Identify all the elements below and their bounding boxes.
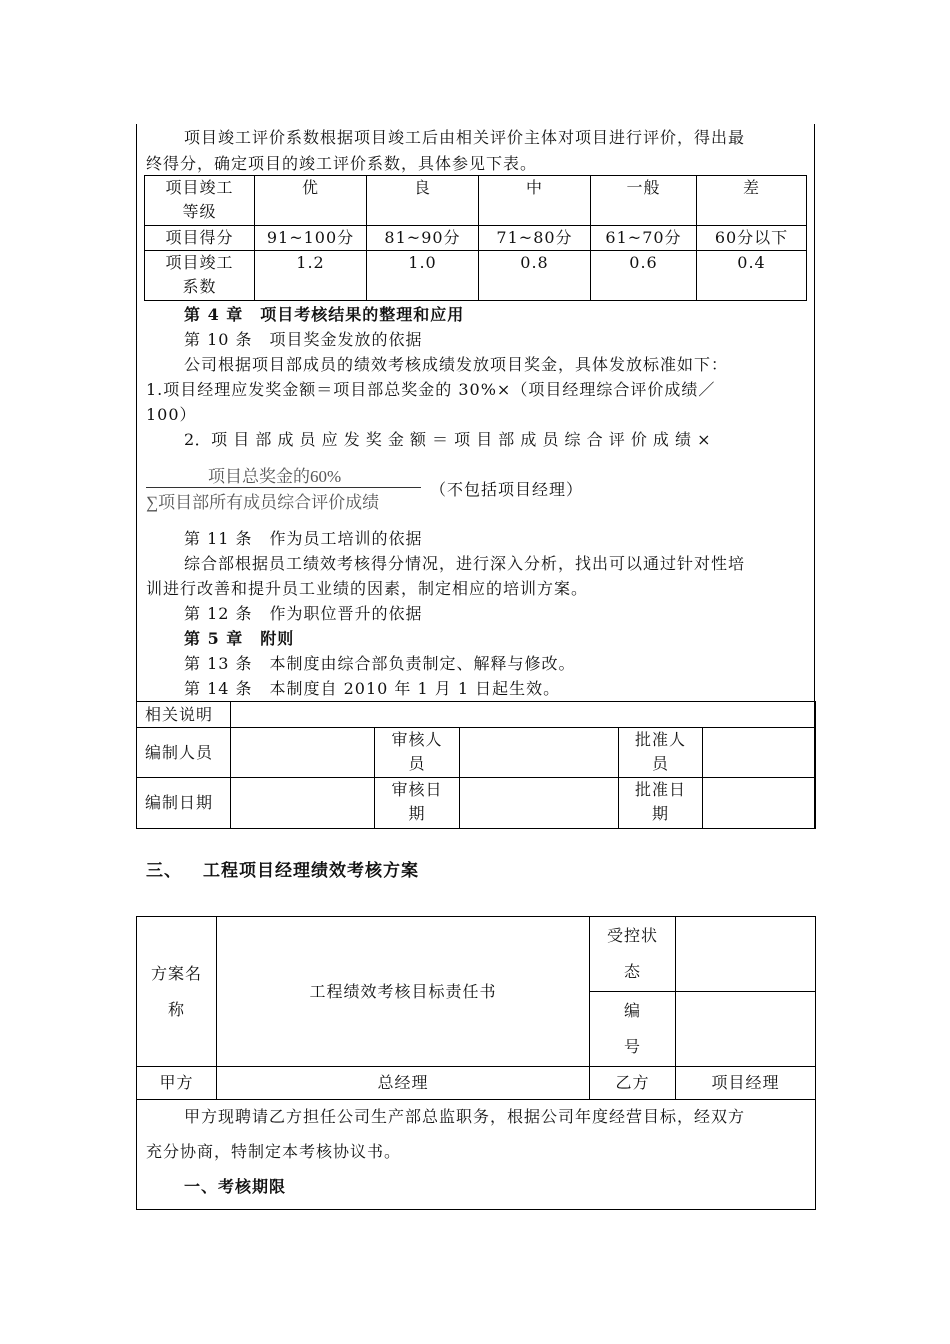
number-label: 编 号 — [590, 992, 676, 1067]
coef-cell: 0.8 — [479, 251, 591, 301]
grade-header-cell: 项目竣工 等级 — [145, 176, 255, 226]
party-a-value: 总经理 — [217, 1067, 590, 1100]
approve-date-label: 批准日 期 — [619, 778, 703, 829]
approver-label: 批准人 员 — [619, 728, 703, 778]
intro-line-1: 项目竣工评价系数根据项目竣工后由相关评价主体对项目进行评价，得出最 — [184, 128, 746, 147]
section-3-title: 工程项目经理绩效考核方案 — [203, 861, 419, 881]
review-date-value — [460, 778, 619, 829]
score-cell: 91~100分 — [255, 226, 367, 251]
personnel-row — [137, 728, 816, 778]
grade-table-coef-row — [145, 251, 807, 301]
section-3-number: 三、 — [146, 861, 182, 881]
plan-subheading-term: 一、考核期限 — [184, 1177, 287, 1196]
grade-table-header-row — [145, 176, 807, 226]
plan-name-row — [137, 917, 816, 992]
bonus-item-1: 1.项目经理应发奖金额＝项目部总奖金的 30%×（项目经理综合评价成绩／ — [146, 380, 716, 399]
related-value — [231, 702, 816, 728]
score-label-cell: 项目得分 — [145, 226, 255, 251]
chapter-4-title: 第 4 章 项目考核结果的整理和应用 — [184, 305, 465, 324]
plan-body-line-1: 甲方现聘请乙方担任公司生产部总监职务，根据公司年度经营目标，经双方 — [184, 1107, 746, 1126]
grade-header-cell: 差 — [697, 176, 807, 226]
training-paragraph-cont: 训进行改善和提升员工业绩的因素，制定相应的培训方案。 — [146, 579, 589, 598]
article-12: 第 12 条 作为职位晋升的依据 — [184, 604, 423, 623]
related-label: 相关说明 — [137, 702, 231, 728]
edit-date-value — [231, 778, 375, 829]
score-cell: 60分以下 — [697, 226, 807, 251]
bonus-item-2: 2．项 目 部 成 员 应 发 奖 金 额 ＝ 项 目 部 成 员 综 合 评 价 成 绩 × — [184, 430, 711, 449]
date-row — [137, 778, 816, 829]
approve-date-value — [703, 778, 816, 829]
grade-header-cell: 中 — [479, 176, 591, 226]
coef-cell: 1.0 — [367, 251, 479, 301]
plan-name-value: 工程绩效考核目标责任书 — [217, 917, 590, 1067]
party-b-value: 项目经理 — [676, 1067, 816, 1100]
approver-value — [703, 728, 816, 778]
article-11: 第 11 条 作为员工培训的依据 — [184, 529, 423, 548]
grade-header-cell: 良 — [367, 176, 479, 226]
editor-label: 编制人员 — [137, 728, 231, 778]
bonus-paragraph: 公司根据项目部成员的绩效考核成绩发放项目奖金，具体发放标准如下： — [184, 355, 729, 374]
score-cell: 71~80分 — [479, 226, 591, 251]
article-14: 第 14 条 本制度自 2010 年 1 月 1 日起生效。 — [184, 679, 561, 698]
grade-header-cell: 一般 — [591, 176, 697, 226]
related-row — [137, 702, 816, 728]
party-b-label: 乙方 — [590, 1067, 676, 1100]
reviewer-label: 审核人 员 — [375, 728, 460, 778]
score-cell: 81~90分 — [367, 226, 479, 251]
formula-numerator: 项目总奖金的60% — [208, 467, 342, 486]
chapter-5-title: 第 5 章 附则 — [184, 629, 295, 648]
training-paragraph: 综合部根据员工绩效考核得分情况，进行深入分析，找出可以通过针对性培 — [184, 554, 746, 573]
bonus-item-1-cont: 100） — [146, 405, 197, 424]
grade-header-cell: 优 — [255, 176, 367, 226]
edit-date-label: 编制日期 — [137, 778, 231, 829]
article-13: 第 13 条 本制度由综合部负责制定、解释与修改。 — [184, 654, 576, 673]
control-status-value — [676, 917, 816, 992]
formula-denominator: ∑项目部所有成员综合评价成绩 — [146, 493, 380, 512]
formula-note: （不包括项目经理） — [430, 480, 584, 499]
coef-cell: 1.2 — [255, 251, 367, 301]
score-cell: 61~70分 — [591, 226, 697, 251]
coef-cell: 0.6 — [591, 251, 697, 301]
number-value — [676, 992, 816, 1067]
editor-value — [231, 728, 375, 778]
plan-body-line-2: 充分协商，特制定本考核协议书。 — [146, 1142, 402, 1161]
coef-cell: 0.4 — [697, 251, 807, 301]
article-10: 第 10 条 项目奖金发放的依据 — [184, 330, 423, 349]
grade-table — [144, 175, 807, 301]
review-date-label: 审核日 期 — [375, 778, 460, 829]
coef-label-cell: 项目竣工 系数 — [145, 251, 255, 301]
control-status-label: 受控状 态 — [590, 917, 676, 992]
grade-table-score-row — [145, 226, 807, 251]
signature-table — [136, 701, 816, 829]
party-a-label: 甲方 — [137, 1067, 217, 1100]
intro-line-2: 终得分，确定项目的竣工评价系数，具体参见下表。 — [146, 154, 538, 173]
reviewer-value — [460, 728, 619, 778]
plan-name-label: 方案名 称 — [137, 917, 217, 1067]
parties-row — [137, 1067, 816, 1100]
